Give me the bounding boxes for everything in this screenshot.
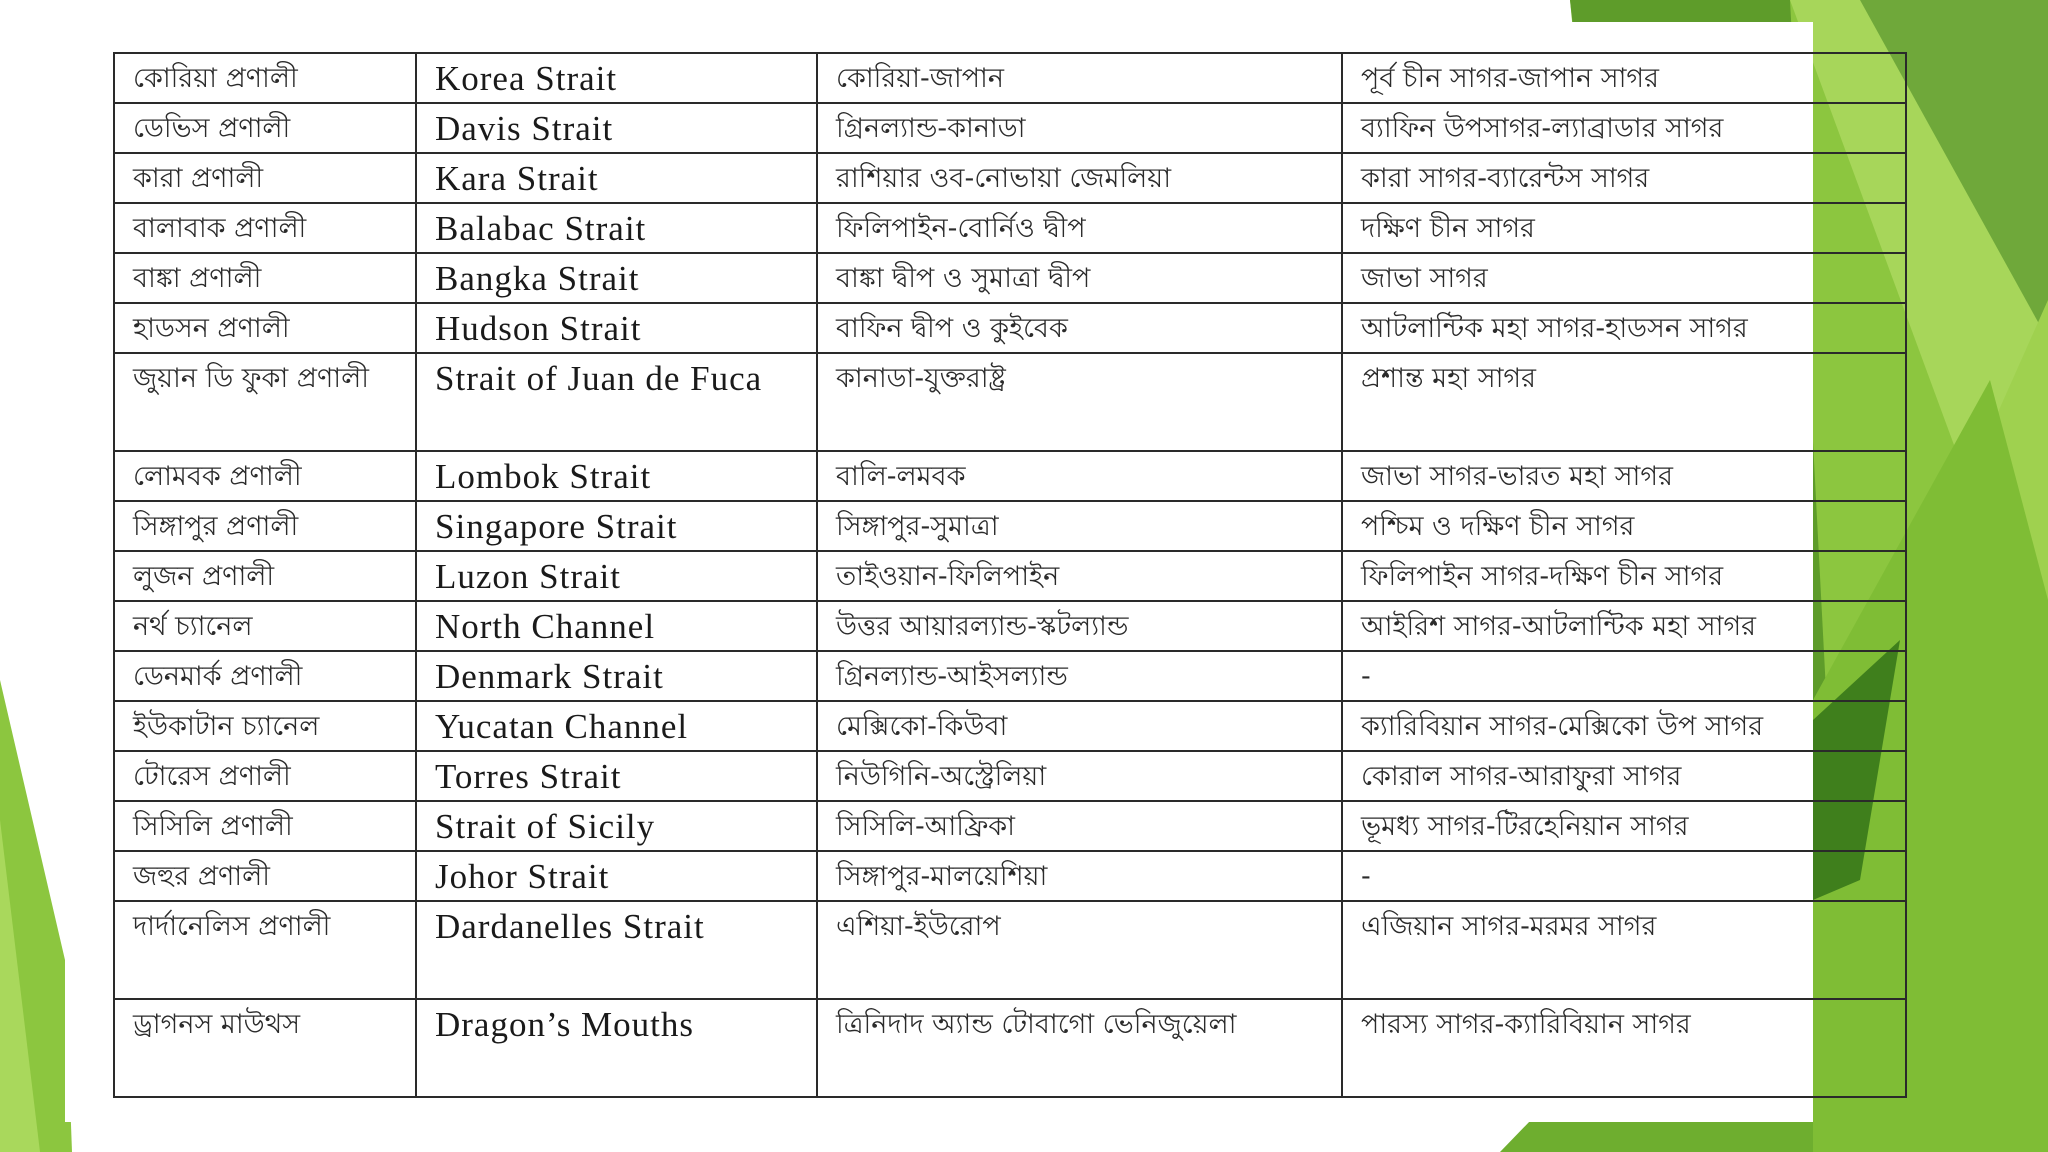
strait-between: এশিয়া-ইউরোপ [817, 901, 1342, 999]
strait-name-bengali: ইউকাটান চ্যানেল [114, 701, 416, 751]
strait-between: বাঙ্কা দ্বীপ ও সুমাত্রা দ্বীপ [817, 253, 1342, 303]
strait-between: গ্রিনল্যান্ড-কানাডা [817, 103, 1342, 153]
table-row [114, 103, 1906, 153]
strait-connects: এজিয়ান সাগর-মরমর সাগর [1342, 901, 1906, 999]
strait-name-bengali: দার্দানেলিস প্রণালী [114, 901, 416, 999]
strait-name-english: North Channel [416, 601, 817, 651]
strait-connects: পূর্ব চীন সাগর-জাপান সাগর [1342, 53, 1906, 103]
strait-name-english: Lombok Strait [416, 451, 817, 501]
strait-name-english: Johor Strait [416, 851, 817, 901]
strait-name-english: Strait of Sicily [416, 801, 817, 851]
strait-name-english: Balabac Strait [416, 203, 817, 253]
strait-between: রাশিয়ার ওব-নোভায়া জেমলিয়া [817, 153, 1342, 203]
table-row [114, 901, 1906, 999]
strait-name-bengali: কোরিয়া প্রণালী [114, 53, 416, 103]
strait-connects: ক্যারিবিয়ান সাগর-মেক্সিকো উপ সাগর [1342, 701, 1906, 751]
strait-name-bengali: হাডসন প্রণালী [114, 303, 416, 353]
strait-between: সিঙ্গাপুর-মালয়েশিয়া [817, 851, 1342, 901]
strait-connects: আটলান্টিক মহা সাগর-হাডসন সাগর [1342, 303, 1906, 353]
straits-table [113, 52, 1907, 1098]
strait-name-bengali: লোমবক প্রণালী [114, 451, 416, 501]
strait-name-bengali: বাঙ্কা প্রণালী [114, 253, 416, 303]
strait-name-bengali: বালাবাক প্রণালী [114, 203, 416, 253]
table-row [114, 451, 1906, 501]
strait-connects: - [1342, 651, 1906, 701]
strait-between: তাইওয়ান-ফিলিপাইন [817, 551, 1342, 601]
table-row [114, 203, 1906, 253]
strait-between: বালি-লমবক [817, 451, 1342, 501]
strait-name-bengali: নর্থ চ্যানেল [114, 601, 416, 651]
table-row [114, 801, 1906, 851]
strait-connects: জাভা সাগর-ভারত মহা সাগর [1342, 451, 1906, 501]
strait-name-english: Dragon’s Mouths [416, 999, 817, 1097]
strait-name-bengali: কারা প্রণালী [114, 153, 416, 203]
strait-name-bengali: জহুর প্রণালী [114, 851, 416, 901]
table-panel [65, 22, 1813, 1122]
table-row [114, 303, 1906, 353]
strait-connects: ব্যাফিন উপসাগর-ল্যাব্রাডার সাগর [1342, 103, 1906, 153]
strait-name-english: Dardanelles Strait [416, 901, 817, 999]
strait-between: বাফিন দ্বীপ ও কুইবেক [817, 303, 1342, 353]
strait-name-english: Luzon Strait [416, 551, 817, 601]
strait-between: উত্তর আয়ারল্যান্ড-স্কটল্যান্ড [817, 601, 1342, 651]
strait-between: সিসিলি-আফ্রিকা [817, 801, 1342, 851]
strait-between: ফিলিপাইন-বোর্নিও দ্বীপ [817, 203, 1342, 253]
strait-between: মেক্সিকো-কিউবা [817, 701, 1342, 751]
strait-name-english: Korea Strait [416, 53, 817, 103]
table-row [114, 701, 1906, 751]
table-row [114, 999, 1906, 1097]
strait-name-bengali: ডেনমার্ক প্রণালী [114, 651, 416, 701]
strait-name-bengali: ডেভিস প্রণালী [114, 103, 416, 153]
strait-connects: ফিলিপাইন সাগর-দক্ষিণ চীন সাগর [1342, 551, 1906, 601]
table-row [114, 501, 1906, 551]
strait-name-english: Hudson Strait [416, 303, 817, 353]
strait-name-english: Kara Strait [416, 153, 817, 203]
strait-connects: পশ্চিম ও দক্ষিণ চীন সাগর [1342, 501, 1906, 551]
strait-name-english: Strait of Juan de Fuca [416, 353, 817, 451]
strait-name-bengali: জুয়ান ডি ফুকা প্রণালী [114, 353, 416, 451]
strait-between: কোরিয়া-জাপান [817, 53, 1342, 103]
strait-connects: দক্ষিণ চীন সাগর [1342, 203, 1906, 253]
table-row [114, 851, 1906, 901]
strait-name-english: Yucatan Channel [416, 701, 817, 751]
strait-name-english: Torres Strait [416, 751, 817, 801]
strait-connects: কোরাল সাগর-আরাফুরা সাগর [1342, 751, 1906, 801]
table-row [114, 153, 1906, 203]
table-row [114, 751, 1906, 801]
strait-connects: ভূমধ্য সাগর-টিরহেনিয়ান সাগর [1342, 801, 1906, 851]
strait-name-bengali: লুজন প্রণালী [114, 551, 416, 601]
strait-connects: প্রশান্ত মহা সাগর [1342, 353, 1906, 451]
strait-name-bengali: সিঙ্গাপুর প্রণালী [114, 501, 416, 551]
table-row [114, 601, 1906, 651]
strait-between: সিঙ্গাপুর-সুমাত্রা [817, 501, 1342, 551]
strait-name-english: Denmark Strait [416, 651, 817, 701]
table-row [114, 353, 1906, 451]
strait-connects: জাভা সাগর [1342, 253, 1906, 303]
strait-name-bengali: সিসিলি প্রণালী [114, 801, 416, 851]
strait-name-english: Davis Strait [416, 103, 817, 153]
strait-between: নিউগিনি-অস্ট্রেলিয়া [817, 751, 1342, 801]
strait-between: ত্রিনিদাদ অ্যান্ড টোবাগো ভেনিজুয়েলা [817, 999, 1342, 1097]
strait-name-english: Bangka Strait [416, 253, 817, 303]
strait-connects: আইরিশ সাগর-আটলান্টিক মহা সাগর [1342, 601, 1906, 651]
strait-between: গ্রিনল্যান্ড-আইসল্যান্ড [817, 651, 1342, 701]
strait-name-bengali: টোরেস প্রণালী [114, 751, 416, 801]
strait-name-bengali: ড্রাগনস মাউথস [114, 999, 416, 1097]
table-row [114, 53, 1906, 103]
strait-connects: কারা সাগর-ব্যারেন্টস সাগর [1342, 153, 1906, 203]
strait-name-english: Singapore Strait [416, 501, 817, 551]
strait-connects: - [1342, 851, 1906, 901]
strait-between: কানাডা-যুক্তরাষ্ট্র [817, 353, 1342, 451]
table-row [114, 651, 1906, 701]
table-row [114, 551, 1906, 601]
strait-connects: পারস্য সাগর-ক্যারিবিয়ান সাগর [1342, 999, 1906, 1097]
table-row [114, 253, 1906, 303]
